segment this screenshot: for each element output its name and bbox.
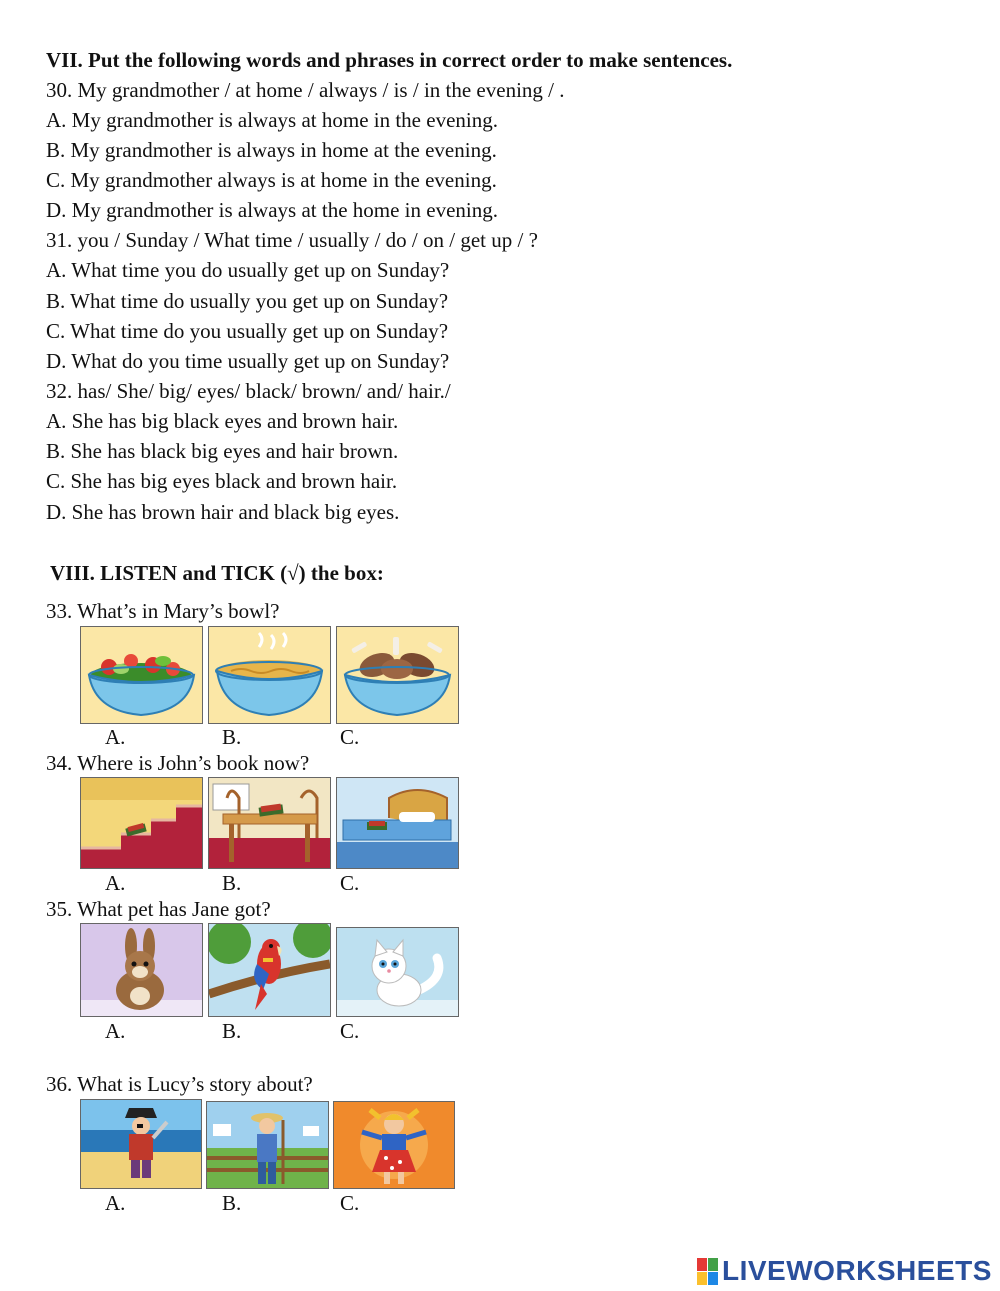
chicken-legs-icon — [337, 627, 458, 723]
stairs-icon — [81, 778, 202, 868]
question-34-label-b: B. — [222, 871, 242, 895]
question-36-prompt: 36. What is Lucy’s story about? — [46, 1072, 313, 1096]
rabbit-picture[interactable] — [80, 923, 203, 1017]
question-36-label-a: A. — [105, 1191, 126, 1215]
question-35-prompt: 35. What pet has Jane got? — [46, 897, 271, 921]
question-32-option-d[interactable]: D. She has brown hair and black big eyes. — [46, 500, 400, 524]
question-32-option-a[interactable]: A. She has big black eyes and brown hair. — [46, 409, 399, 433]
salad-bowl-picture[interactable] — [80, 626, 203, 724]
question-32-prompt: 32. has/ She/ big/ eyes/ black/ brown/ and/ hair./ — [46, 379, 451, 403]
soup-bowl-picture[interactable] — [208, 626, 331, 724]
liveworksheets-brand-text: LIVEWORKSHEETS — [722, 1255, 992, 1286]
question-30-option-a[interactable]: A. My grandmother is always at home in the evening. — [46, 108, 498, 132]
salad-bowl-icon — [81, 627, 202, 723]
pirate-picture[interactable] — [80, 1099, 202, 1189]
clown-girl-icon — [334, 1102, 454, 1188]
question-30-prompt: 30. My grandmother / at home / always / is / in the evening / . — [46, 78, 565, 102]
question-30-option-c[interactable]: C. My grandmother always is at home in the evening. — [46, 168, 497, 192]
soup-bowl-icon — [209, 627, 330, 723]
question-30-option-d[interactable]: D. My grandmother is always at the home in evening. — [46, 198, 498, 222]
table-icon — [209, 778, 330, 868]
section-7-heading: VII. Put the following words and phrases in correct order to make sentences. — [46, 48, 733, 72]
section-8-heading: VIII. LISTEN and TICK (√) the box: — [50, 561, 384, 585]
rabbit-icon — [81, 924, 202, 1016]
farmer-picture[interactable] — [206, 1101, 329, 1189]
kitten-icon — [337, 928, 458, 1016]
question-33-label-a: A. — [105, 725, 126, 749]
question-31-prompt: 31. you / Sunday / What time / usually / do / on / get up / ? — [46, 228, 538, 252]
book-on-bed-picture[interactable] — [336, 777, 459, 869]
question-35-label-a: A. — [105, 1019, 126, 1043]
question-32-option-b[interactable]: B. She has black big eyes and hair brown. — [46, 439, 399, 463]
question-34-label-c: C. — [340, 871, 360, 895]
parrot-picture[interactable] — [208, 923, 331, 1017]
bed-icon — [337, 778, 458, 868]
question-35-label-b: B. — [222, 1019, 242, 1043]
question-31-option-c[interactable]: C. What time do you usually get up on Sunday? — [46, 319, 449, 343]
question-33-prompt: 33. What’s in Mary’s bowl? — [46, 599, 280, 623]
question-31-option-a[interactable]: A. What time you do usually get up on Sunday? — [46, 258, 450, 282]
chicken-bowl-picture[interactable] — [336, 626, 459, 724]
question-30-option-b[interactable]: B. My grandmother is always in home at the evening. — [46, 138, 497, 162]
question-33-label-b: B. — [222, 725, 242, 749]
question-33-label-c: C. — [340, 725, 360, 749]
book-on-stairs-picture[interactable] — [80, 777, 203, 869]
parrot-icon — [209, 924, 330, 1016]
clown-girl-picture[interactable] — [333, 1101, 455, 1189]
question-36-label-c: C. — [340, 1191, 360, 1215]
question-34-label-a: A. — [105, 871, 126, 895]
kitten-picture[interactable] — [336, 927, 459, 1017]
pirate-icon — [81, 1100, 201, 1188]
farmer-icon — [207, 1102, 328, 1188]
question-31-option-d[interactable]: D. What do you time usually get up on Sunday? — [46, 349, 450, 373]
liveworksheets-logo-icon — [697, 1258, 718, 1285]
liveworksheets-logo[interactable] — [697, 1256, 992, 1286]
question-35-label-c: C. — [340, 1019, 360, 1043]
question-36-label-b: B. — [222, 1191, 242, 1215]
question-31-option-b[interactable]: B. What time do usually you get up on Sunday? — [46, 289, 449, 313]
book-on-table-picture[interactable] — [208, 777, 331, 869]
question-32-option-c[interactable]: C. She has big eyes black and brown hair. — [46, 469, 398, 493]
question-34-prompt: 34. Where is John’s book now? — [46, 751, 310, 775]
